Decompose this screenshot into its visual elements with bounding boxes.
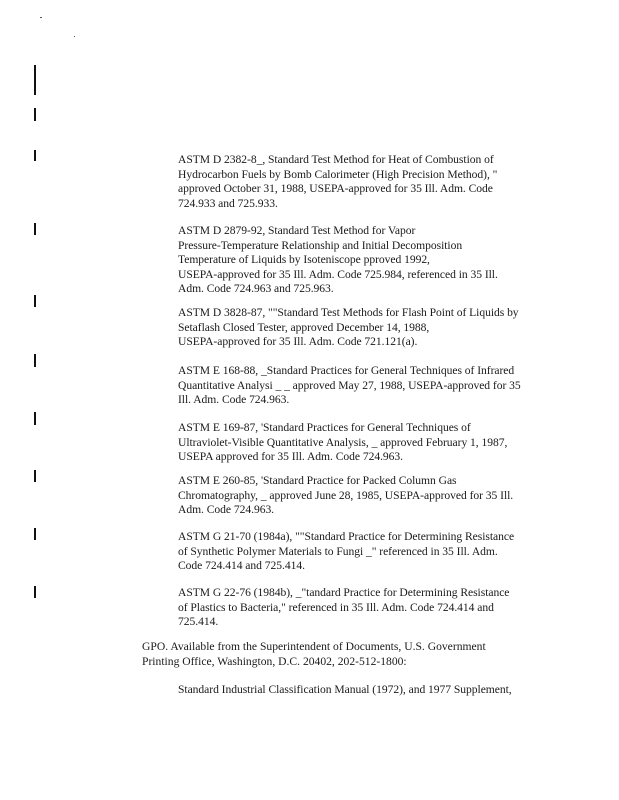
scan-speck bbox=[40, 17, 42, 18]
reference-sic-manual: Standard Industrial Classification Manual (1972), and 1977 Supplement, bbox=[178, 683, 512, 696]
revision-bar bbox=[34, 586, 36, 598]
gpo-source-paragraph: GPO. Available from the Superintendent of Documents, U.S. Government Printing Office, Washington, D.C. 20402, 202-512-1800: bbox=[142, 640, 486, 668]
revision-bar bbox=[34, 295, 36, 307]
revision-bar bbox=[34, 354, 36, 367]
revision-bar bbox=[34, 470, 36, 482]
revision-bar bbox=[34, 412, 36, 425]
reference-astm-d3828: ASTM D 3828-87, ""Standard Test Methods for Flash Point of Liquids by Setaflash Closed Tester, approved December 14, 1988, USEPA-approved for 35 Ill. Adm. Code 721.121(a). bbox=[178, 306, 519, 348]
revision-bar bbox=[34, 108, 36, 121]
reference-astm-g22: ASTM G 22-76 (1984b), _"tandard Practice for Determining Resistance of Plastics to Bacteria," referenced in 35 Ill. Adm. Code 724.414 and 725.414. bbox=[178, 586, 510, 628]
reference-astm-e169: ASTM E 169-87, 'Standard Practices for General Techniques of Ultraviolet-Visible Quantitative Analysis, _ approved February 1, 1987, USEPA approved for 35 Ill. Adm. Code 724.963. bbox=[178, 421, 508, 463]
revision-bar bbox=[34, 528, 36, 540]
reference-astm-g21: ASTM G 21-70 (1984a), ""Standard Practice for Determining Resistance of Synthetic Polymer Materials to Fungi _" referenced in 35 Ill. Adm. Code 724.414 and 725.414. bbox=[178, 530, 515, 572]
revision-bar bbox=[34, 65, 36, 95]
reference-astm-d2879: ASTM D 2879-92, Standard Test Method for Vapor Pressure-Temperature Relationship and Initial Decomposition Temperature of Liquids by Isoteniscope pproved 1992, USEPA-approved for 35 Ill. Adm. Code 725.984, referenced in 35 Ill. Adm. Code 724.963 and 725.963. bbox=[178, 224, 498, 295]
scan-speck bbox=[74, 36, 75, 37]
revision-bar bbox=[34, 223, 36, 235]
reference-astm-d2382: ASTM D 2382-8_, Standard Test Method for Heat of Combustion of Hydrocarbon Fuels by Bomb Calorimeter (High Precision Method), " approved October 31, 1988, USEPA-approved for 35 Ill. Adm. Code 724.933 and 725.933. bbox=[178, 153, 498, 210]
reference-astm-e260: ASTM E 260-85, 'Standard Practice for Packed Column Gas Chromatography, _ approved June 28, 1985, USEPA-approved for 35 Ill. Adm. Code 724.963. bbox=[178, 474, 514, 516]
revision-bar bbox=[34, 150, 36, 161]
reference-astm-e168: ASTM E 168-88, _Standard Practices for General Techniques of Infrared Quantitative Analysi _ _ approved May 27, 1988, USEPA-approved for 35 Ill. Adm. Code 724.963. bbox=[178, 364, 521, 406]
